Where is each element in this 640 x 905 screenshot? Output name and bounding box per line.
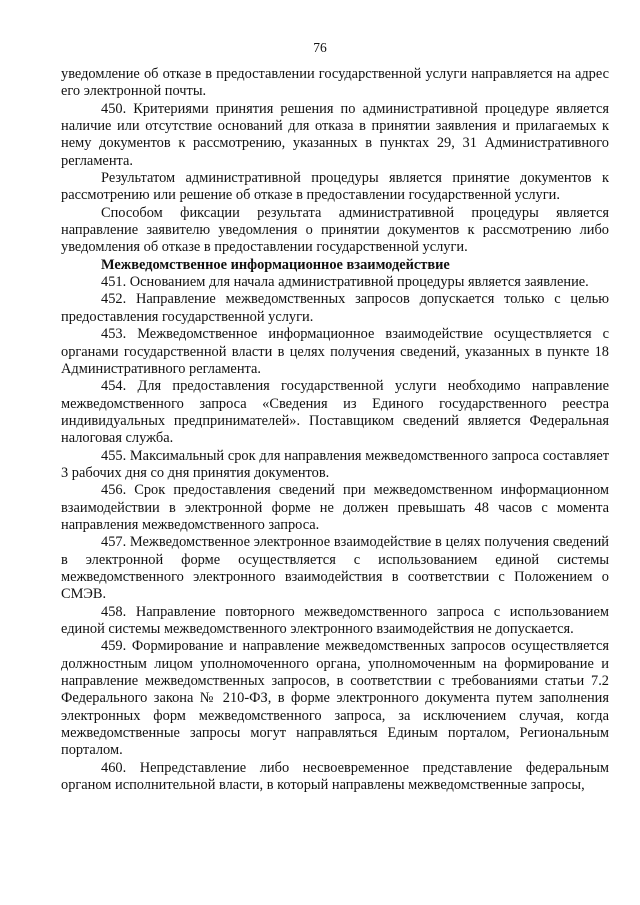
paragraph-451: 451. Основанием для начала административной процедуры является заявление. bbox=[101, 274, 589, 291]
paragraph-452: 452. Направление межведомственных запросов допускается только с целью предоставления государственной услуги. bbox=[61, 291, 609, 325]
paragraph-456: 456. Срок предоставления сведений при межведомственном информационном взаимодействии в электронной форме не должен превышать 48 часов с момента направления межведомственного запроса. bbox=[61, 482, 609, 533]
paragraph-455: 455. Максимальный срок для направления межведомственного запроса составляет 3 рабочих дня со дня принятия документов. bbox=[61, 447, 609, 481]
section-heading: Межведомственное информационное взаимодействие bbox=[101, 256, 450, 273]
paragraph-result: Результатом административной процедуры является принятие документов к рассмотрению или решение об отказе в предоставлении государственной услуги. bbox=[61, 170, 609, 204]
paragraph-458: 458. Направление повторного межведомственного запроса с использованием единой системы межведомственного электронного взаимодействия не допускается. bbox=[61, 603, 609, 637]
paragraph-continuation: уведомление об отказе в предоставлении государственной услуги направляется на адрес его электронной почты. bbox=[61, 66, 609, 100]
paragraph-450: 450. Критериями принятия решения по административной процедуре является наличие или отсутствие оснований для отказа в принятии заявления и прилагаемых к нему документов к рассмотрению, указанных в пунктах 29, 31 Административного регламента. bbox=[61, 100, 609, 169]
paragraph-454: 454. Для предоставления государственной услуги необходимо направление межведомственного запроса «Сведения из Единого государственного реестра индивидуальных предпринимателей». Поставщиком сведений является Федеральная налоговая служба. bbox=[61, 378, 609, 447]
page-number: 76 bbox=[313, 40, 327, 55]
paragraph-457: 457. Межведомственное электронное взаимодействие в целях получения сведений в электронной форме осуществляется с использованием единой системы межведомственного электронного взаимодействия в соответствии с Положением о СМЭВ. bbox=[61, 534, 609, 603]
document-body bbox=[61, 66, 609, 794]
paragraph-453: 453. Межведомственное информационное взаимодействие осуществляется с органами государственной власти в целях получения сведений, указанных в пункте 18 Административного регламента. bbox=[61, 326, 609, 377]
paragraph-fixation-method: Способом фиксации результата административной процедуры является направление заявителю уведомления о принятии документов к рассмотрению либо уведомления об отказе в предоставлении государственной услуги. bbox=[61, 204, 609, 256]
paragraph-459: 459. Формирование и направление межведомственных запросов осуществляется должностным лицом уполномоченного органа, уполномоченным на формирование и направление межведомственных запросов, в соответствии с требованиями статьи 7.2 Федерального закона № 210-ФЗ, в форме электронного документа путем заполнения электронных форм межведомственного запроса, за исключением случая, когда межведомственные запросы могут направляться Единым порталом, Региональным порталом. bbox=[61, 638, 609, 759]
paragraph-460: 460. Непредставление либо несвоевременное представление федеральным органом исполнительной власти, в который направлены межведомственные запросы, bbox=[61, 759, 609, 794]
